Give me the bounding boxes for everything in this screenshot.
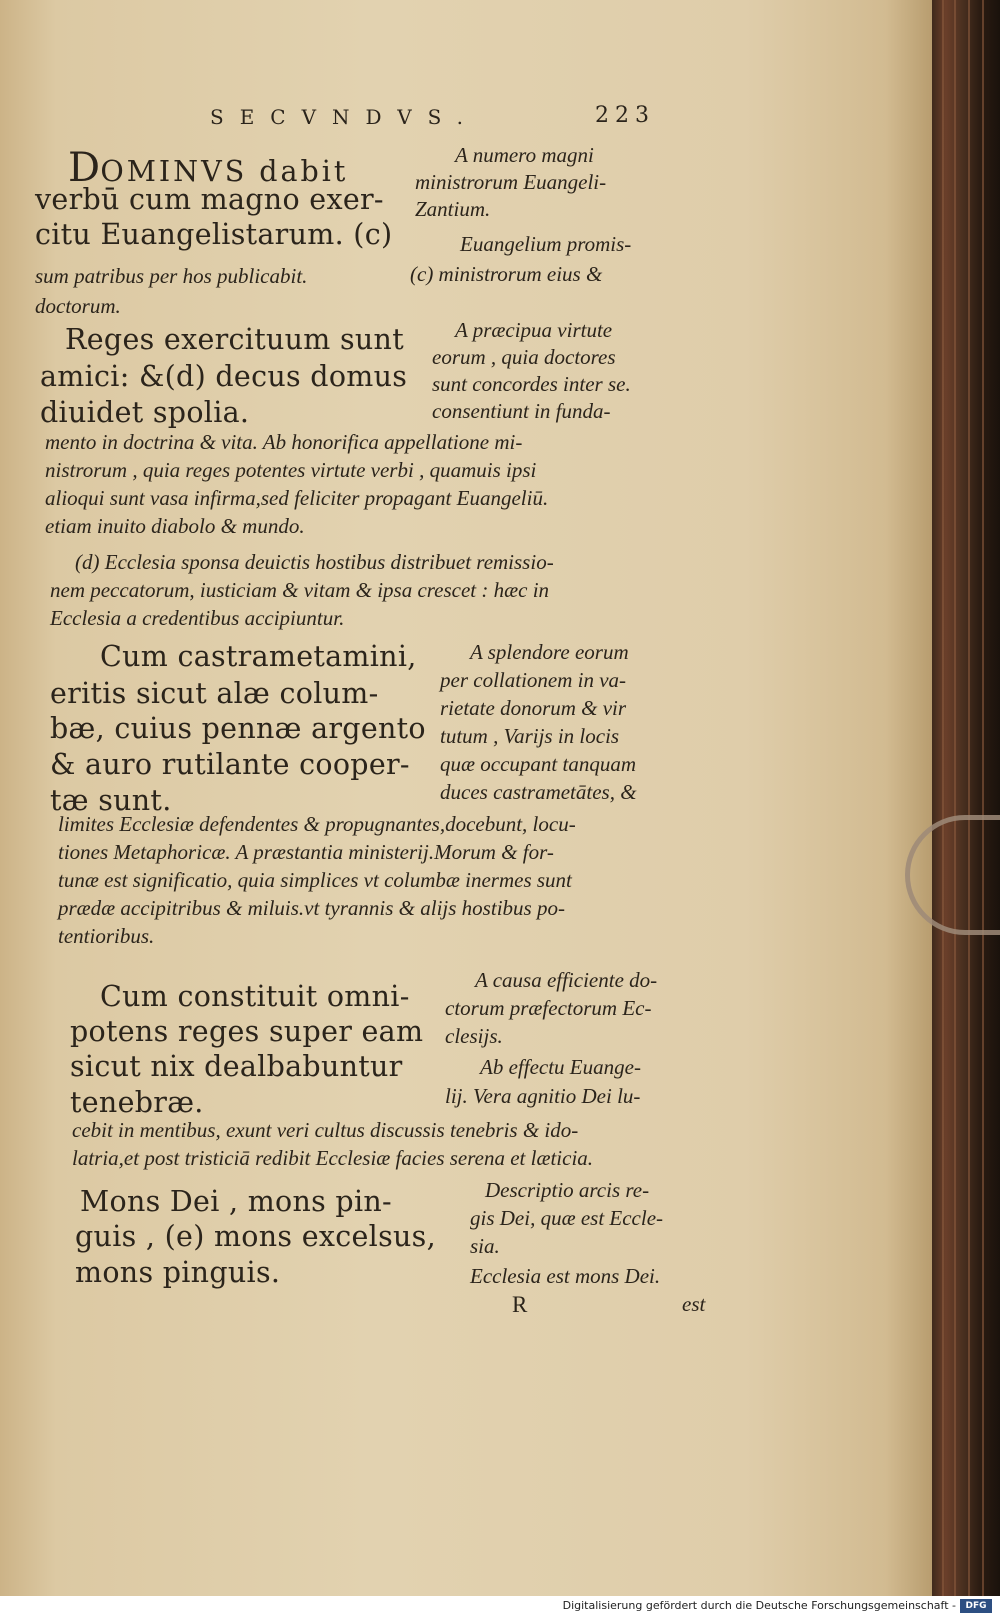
margin-note-line: rietate donorum & vir bbox=[440, 696, 627, 720]
footer-credit: Digitalisierung gefördert durch die Deutsche Forschungsgemeinschaft - bbox=[562, 1599, 956, 1612]
note-continuation: limites Ecclesiæ defendentes & propugnantes,docebunt, locu- bbox=[58, 812, 576, 836]
note-continuation: tiones Metaphoricæ. A præstantia ministerij.Morum & for- bbox=[58, 840, 554, 864]
running-title: SECVNDVS. bbox=[210, 105, 480, 129]
note-continuation: tentioribus. bbox=[58, 924, 155, 948]
note-continuation: prædæ accipitribus & miluis.vt tyrannis & alijs hostibus po- bbox=[58, 896, 565, 920]
margin-note-line: sia. bbox=[470, 1234, 500, 1258]
margin-note-line: A splendore eorum bbox=[470, 640, 629, 664]
dfg-logo: DFG bbox=[960, 1599, 992, 1613]
margin-note-line: consentiunt in funda- bbox=[432, 399, 611, 423]
main-text-line: citu Euangelistarum. (c) bbox=[35, 218, 393, 251]
margin-note-line: A causa efficiente do- bbox=[475, 968, 658, 992]
note-continuation: cebit in mentibus, exunt veri cultus discussis tenebris & ido- bbox=[72, 1118, 579, 1142]
margin-note-line: Ecclesia est mons Dei. bbox=[470, 1264, 661, 1288]
main-text-line: mons pinguis. bbox=[75, 1256, 281, 1289]
margin-note-line: clesijs. bbox=[445, 1024, 503, 1048]
note-continuation: doctorum. bbox=[35, 294, 121, 318]
note-continuation: sum patribus per hos publicabit. bbox=[35, 264, 308, 288]
note-continuation: nem peccatorum, iusticiam & vitam & ipsa crescet : hæc in bbox=[50, 578, 550, 602]
main-text-line: diuidet spolia. bbox=[40, 396, 250, 429]
main-text-line: eritis sicut alæ colum- bbox=[50, 677, 379, 710]
margin-note-line: ministrorum Euangeli- bbox=[415, 170, 607, 194]
main-text-line: sicut nix dealbabuntur bbox=[70, 1050, 403, 1083]
note-continuation: tunæ est significatio, quia simplices vt columbæ inermes sunt bbox=[58, 868, 572, 892]
margin-note-line: quæ occupant tanquam bbox=[440, 752, 636, 776]
margin-note-line: Zantium. bbox=[415, 197, 491, 221]
note-continuation: Ecclesia a credentibus accipiuntur. bbox=[50, 606, 345, 630]
note-continuation: alioqui sunt vasa infirma,sed feliciter propagant Euangeliū. bbox=[45, 486, 549, 510]
catchword: est bbox=[682, 1292, 706, 1316]
main-text-line: DOMINVS dabit bbox=[68, 145, 349, 191]
margin-note-line: Euangelium promis- bbox=[460, 232, 632, 256]
main-text-line: guis , (e) mons excelsus, bbox=[75, 1220, 436, 1253]
margin-note-line: sunt concordes inter se. bbox=[432, 372, 631, 396]
note-continuation: nistrorum , quia reges potentes virtute verbi , quamuis ipsi bbox=[45, 458, 537, 482]
margin-note-line: per collationem in va- bbox=[440, 668, 627, 692]
note-continuation: (d) Ecclesia sponsa deuictis hostibus distribuet remissio- bbox=[75, 550, 554, 574]
margin-note-line: Ab effectu Euange- bbox=[480, 1055, 641, 1079]
note-continuation: mento in doctrina & vita. Ab honorifica appellatione mi- bbox=[45, 430, 523, 454]
margin-note-line: gis Dei, quæ est Eccle- bbox=[470, 1206, 664, 1230]
margin-note-line: tutum , Varijs in locis bbox=[440, 724, 620, 748]
main-text-line: & auro rutilante cooper- bbox=[50, 748, 410, 781]
margin-note-line: ctorum præfectorum Ec- bbox=[445, 996, 652, 1020]
main-text-line: Reges exercituum sunt bbox=[65, 323, 404, 356]
margin-note-line: A numero magni bbox=[455, 143, 594, 167]
page-number: 223 bbox=[595, 103, 655, 128]
main-text-line: tæ sunt. bbox=[50, 784, 172, 817]
margin-note-line: lij. Vera agnitio Dei lu- bbox=[445, 1084, 641, 1108]
main-text-line: Cum constituit omni- bbox=[100, 980, 410, 1013]
margin-note-line: eorum , quia doctores bbox=[432, 345, 616, 369]
note-continuation: etiam inuito diabolo & mundo. bbox=[45, 514, 305, 538]
main-text-line: amici: &(d) decus domus bbox=[40, 360, 408, 393]
main-text-line: verbū cum magno exer- bbox=[35, 183, 384, 216]
margin-note-line: Descriptio arcis re- bbox=[485, 1178, 650, 1202]
main-text-line: potens reges super eam bbox=[70, 1015, 424, 1048]
signature-mark: R bbox=[512, 1292, 528, 1317]
main-text-line: Cum castrametamini, bbox=[100, 640, 417, 673]
main-text-line: bæ, cuius pennæ argento bbox=[50, 712, 426, 745]
margin-note-line: A præcipua virtute bbox=[455, 318, 613, 342]
main-text-line: Mons Dei , mons pin- bbox=[80, 1185, 392, 1218]
book-edge bbox=[932, 0, 1000, 1596]
footer-bar bbox=[0, 1596, 1000, 1617]
main-text-line: tenebræ. bbox=[70, 1086, 204, 1119]
note-continuation: latria,et post tristiciā redibit Ecclesiæ facies serena et læticia. bbox=[72, 1146, 594, 1170]
note-continuation: (c) ministrorum eius & bbox=[410, 262, 603, 286]
margin-note-line: duces castrametātes, & bbox=[440, 780, 637, 804]
